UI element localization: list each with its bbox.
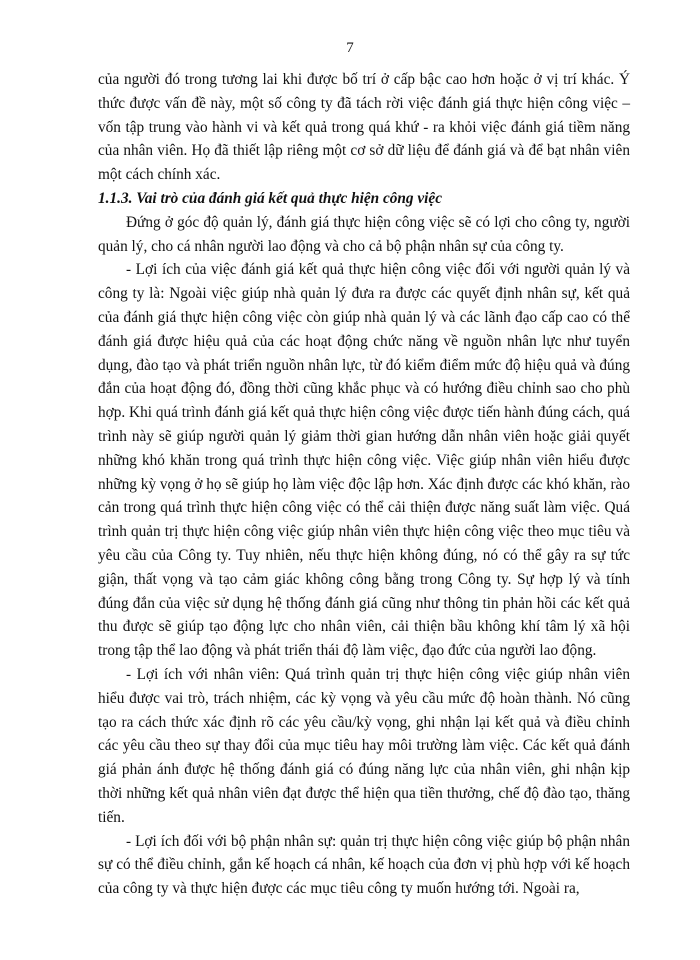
section-heading: 1.1.3. Vai trò của đánh giá kết quả thực hiện công việc — [98, 189, 443, 207]
paragraph-hr-benefits: - Lợi ích đối với bộ phận nhân sự: quản trị thực hiện công việc giúp bộ phận nhân sự có thể điều chỉnh, gắn kế hoạch cá nhân, kế hoạch của đơn vị phù hợp với kế hoạch của công ty và thực hiện được các mục tiêu công ty muốn hướng tới. Ngoài ra, — [98, 832, 630, 898]
paragraph-employee-benefits: - Lợi ích với nhân viên: Quá trình quản trị thực hiện công việc giúp nhân viên hiểu được vai trò, trách nhiệm, các kỳ vọng và yêu cầu mức độ hoàn thành. Nó cũng tạo ra cách thức xác định rõ các yêu cầu/kỳ vọng, ghi nhận lại kết quả và điều chỉnh các yêu cầu theo sự thay đổi của mục tiêu hay môi trường làm việc. Các kết quả đánh giá phản ánh được hệ thống đánh giá có đúng năng lực của nhân viên, ghi nhận kịp thời những kết quả nhân viên đạt được thể hiện qua tiền thưởng, chế độ đào tạo, thăng tiến. — [98, 665, 630, 826]
page-number: 7 — [346, 40, 354, 56]
paragraph-manager-benefits: - Lợi ích của việc đánh giá kết quả thực hiện công việc đối với người quản lý và công ty là: Ngoài việc giúp nhà quản lý đưa ra được các quyết định nhân sự, kết quả của đánh giá thực hiện công việc còn giúp nhà quản lý và các lãnh đạo cấp cao có thể đánh giá được hiệu quả của các hoạt động chức năng về nguồn nhân lực như tuyển dụng, đào tạo và phát triển nguồn nhân lực, từ đó kiểm điểm mức độ hiệu quả và đúng đắn của hoạt động đó, đồng thời cũng khắc phục và có hướng điều chỉnh sao cho phù hợp. Khi quá trình đánh giá kết quả thực hiện công việc được tiến hành đúng cách, quá trình này sẽ giúp người quản lý giảm thời gian hướng dẫn nhân viên hoặc giải quyết những khó khăn trong quá trình thực hiện công việc. Việc giúp nhân viên hiểu được những kỳ vọng ở họ sẽ giúp họ làm việc độc lập hơn. Xác định được các khó khăn, rào cản trong quá trình thực hiện công việc có thể cải thiện được năng suất làm việc. Quá trình quản trị thực hiện công việc giúp nhân viên thực hiện công việc theo mục tiêu và yêu cầu của Công ty. Tuy nhiên, nếu thực hiện không đúng, nó có thể gây ra sự tức giận, thất vọng và tạo cảm giác không công bằng trong Công ty. Sự hợp lý và tính đúng đắn của việc sử dụng hệ thống đánh giá cũng như thông tin phản hồi các kết quả thu được sẽ giúp tạo động lực cho nhân viên, cải thiện bầu không khí tâm lý xã hội trong tập thể lao động và phát triển thái độ làm việc, đạo đức của người lao động. — [98, 261, 630, 660]
document-body — [98, 68, 630, 901]
paragraph-intro: Đứng ở góc độ quản lý, đánh giá thực hiện công việc sẽ có lợi cho công ty, người quản lý, cho cá nhân người lao động và cho cả bộ phận nhân sự của công ty. — [98, 213, 630, 255]
paragraph-continuation: của người đó trong tương lai khi được bố trí ở cấp bậc cao hơn hoặc ở vị trí khác. Ý thức được vấn đề này, một số công ty đã tách rời việc đánh giá thực hiện công việc – vốn tập trung vào hành vi và kết quả trong quá khứ - ra khỏi việc đánh giá tiềm năng của nhân viên. Họ đã thiết lập riêng một cơ sở dữ liệu để đánh giá và để bạt nhân viên một cách chính xác. — [98, 71, 630, 184]
